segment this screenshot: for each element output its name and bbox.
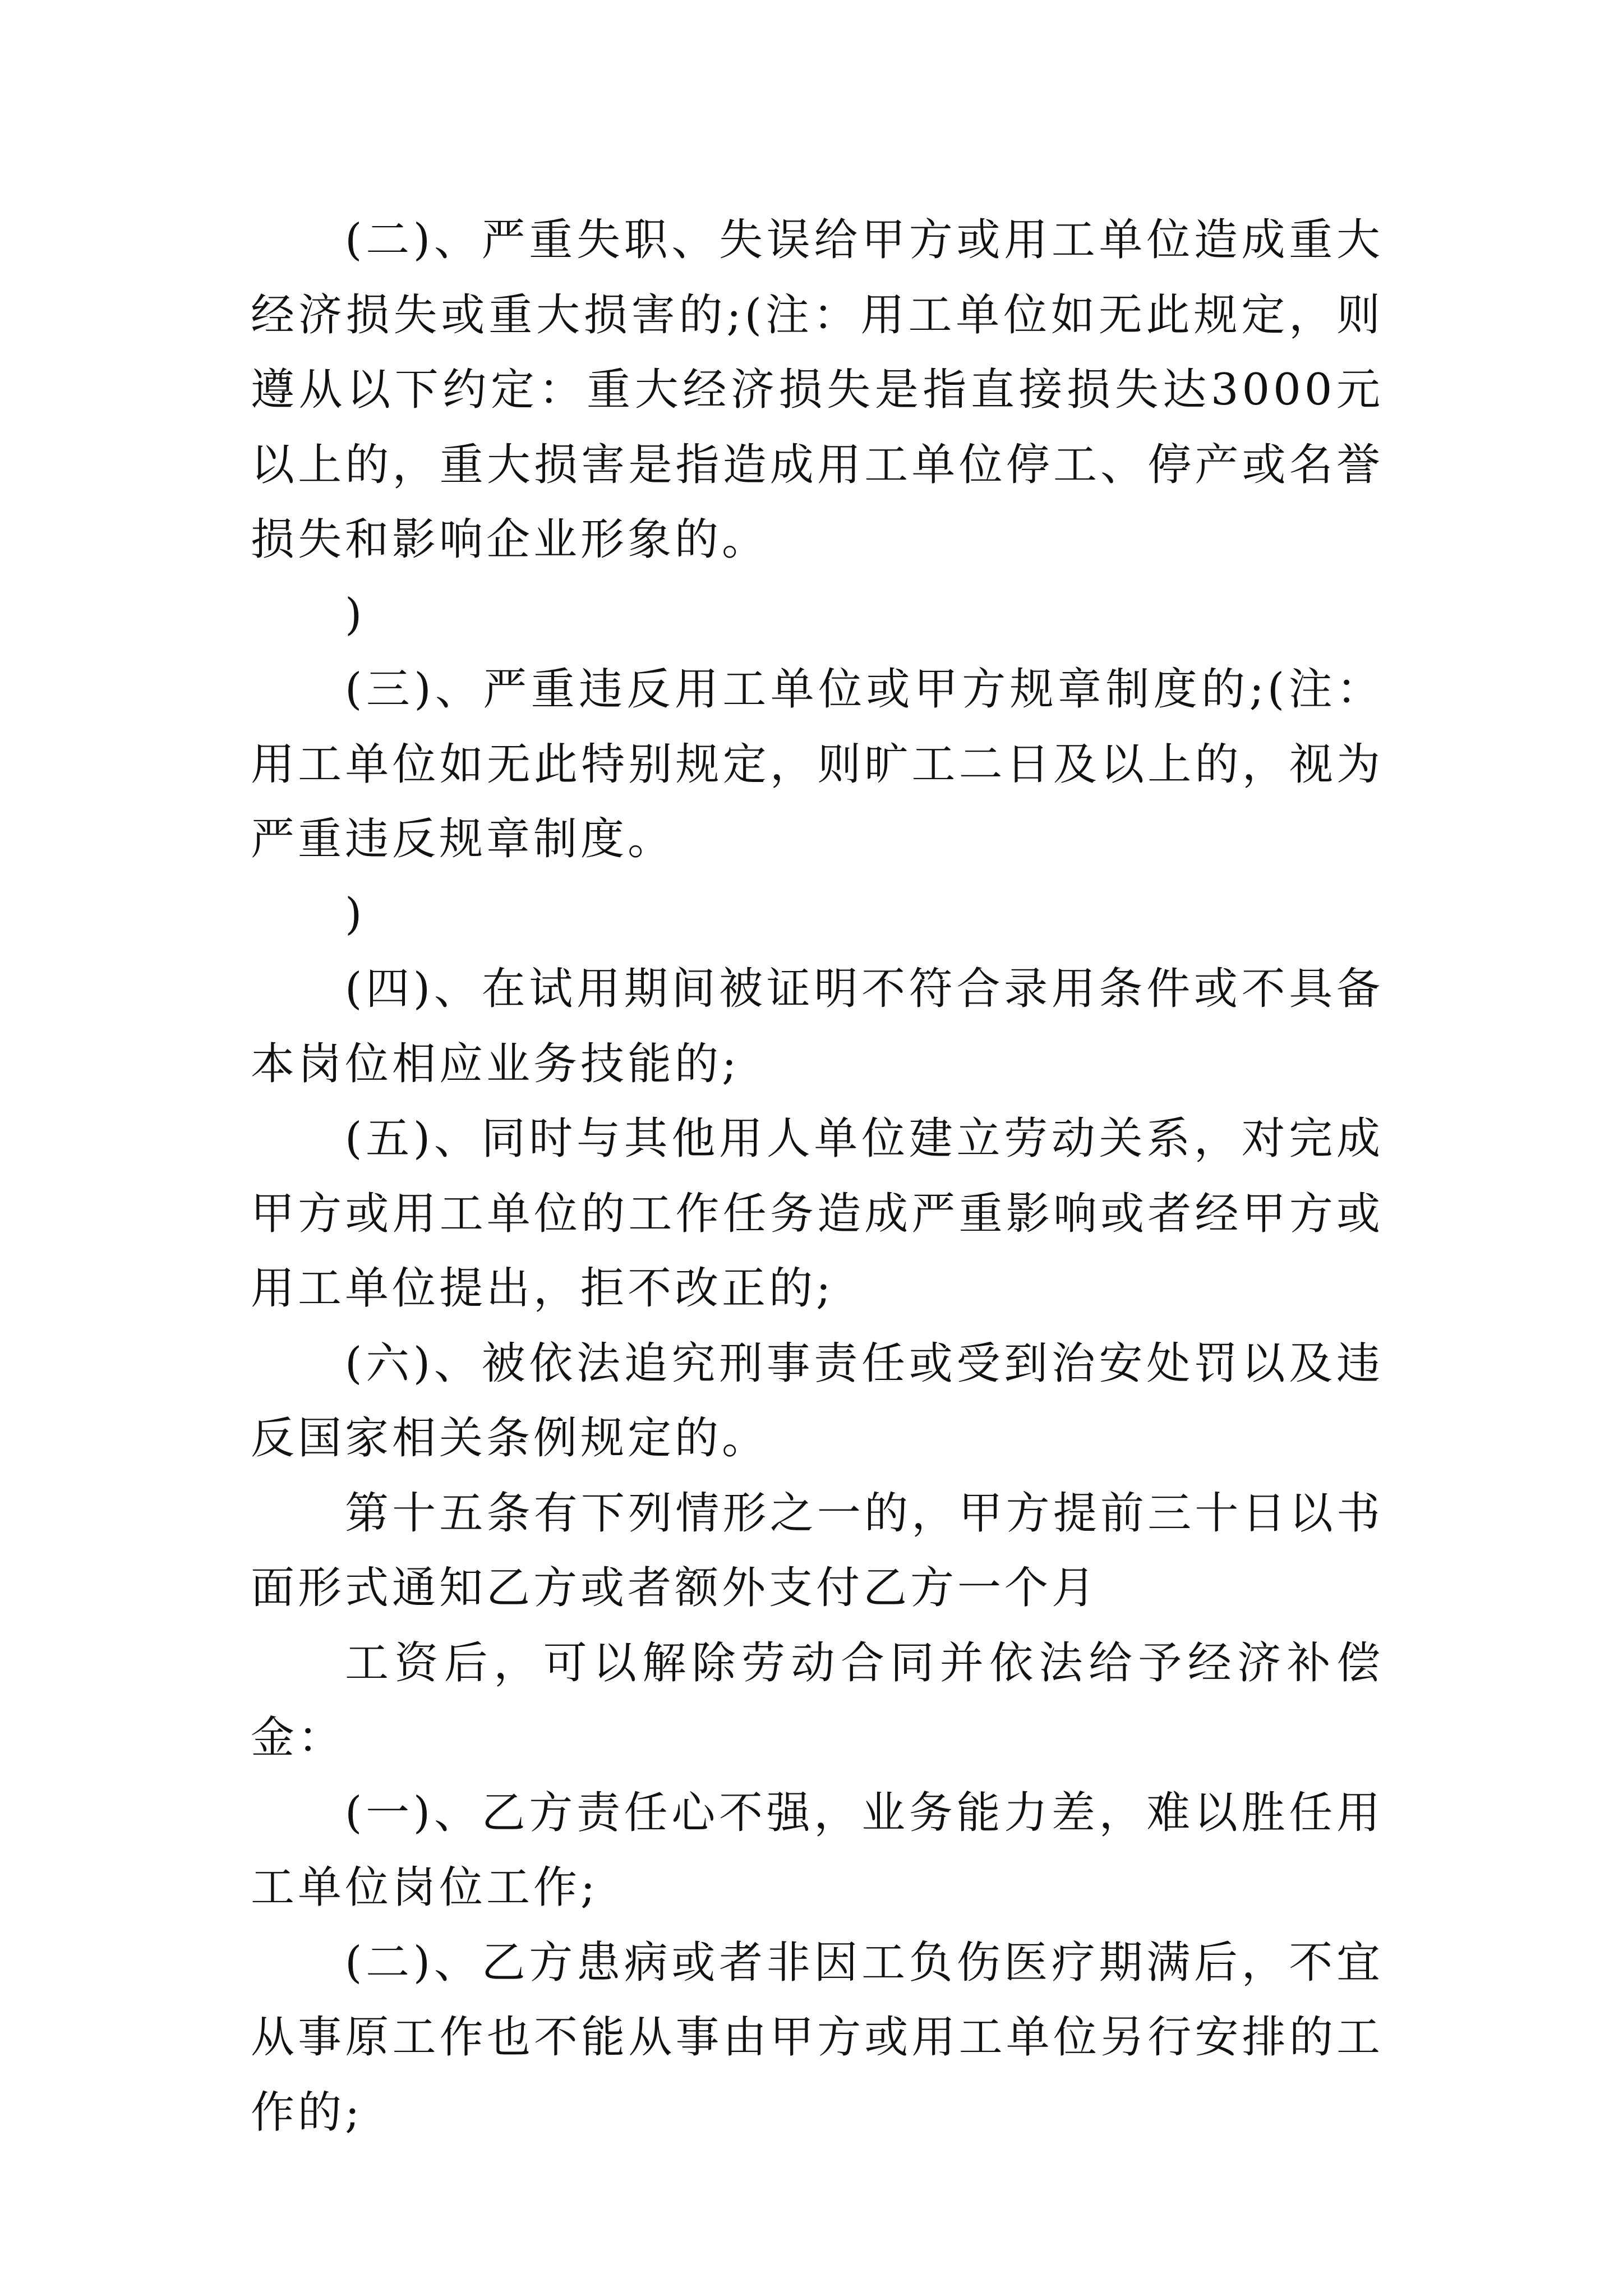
paragraph-clause-2-serious-negligence: (二)、严重失职、失误给甲方或用工单位造成重大经济损失或重大损害的;(注：用工单位如无此规定，则遵从以下约定：重大经济损失是指直接损失达3000元以上的，重大损害是指造成用工单位停工、停产或名誉损失和影响企业形象的。 bbox=[251, 215, 1384, 565]
paragraph-clause-3-rule-violation: (三)、严重违反用工单位或甲方规章制度的;(注：用工单位如无此特别规定，则旷工二日及以上的，视为严重违反规章制度。 bbox=[251, 664, 1384, 864]
paragraph-article-15-item-2: (二)、乙方患病或者非因工负伤医疗期满后，不宜从事原工作也不能从事由甲方或用工单位另行安排的工作的; bbox=[251, 1937, 1384, 2138]
paragraph-article-15-item-1: (一)、乙方责任心不强，业务能力差，难以胜任用工单位岗位工作; bbox=[251, 1787, 1384, 1913]
paragraph-clause-5-dual-employment: (五)、同时与其他用人单位建立劳动关系，对完成甲方或用工单位的工作任务造成严重影响或者经甲方或用工单位提出，拒不改正的; bbox=[251, 1114, 1384, 1314]
paragraph-article-15: 第十五条有下列情形之一的，甲方提前三十日以书面形式通知乙方或者额外支付乙方一个月 bbox=[251, 1488, 1384, 1613]
paragraph-closing-parenthesis: ) bbox=[345, 889, 366, 940]
paragraph-clause-6-criminal-liability: (六)、被依法追究刑事责任或受到治安处罚以及违反国家相关条例规定的。 bbox=[251, 1338, 1384, 1464]
paragraph-closing-parenthesis: ) bbox=[345, 589, 366, 640]
paragraph-clause-4-probation: (四)、在试用期间被证明不符合录用条件或不具备本岗位相应业务技能的; bbox=[251, 964, 1384, 1089]
paragraph-article-15-continued: 工资后，可以解除劳动合同并依法给予经济补偿金： bbox=[251, 1637, 1384, 1763]
document-body bbox=[251, 203, 1384, 2150]
